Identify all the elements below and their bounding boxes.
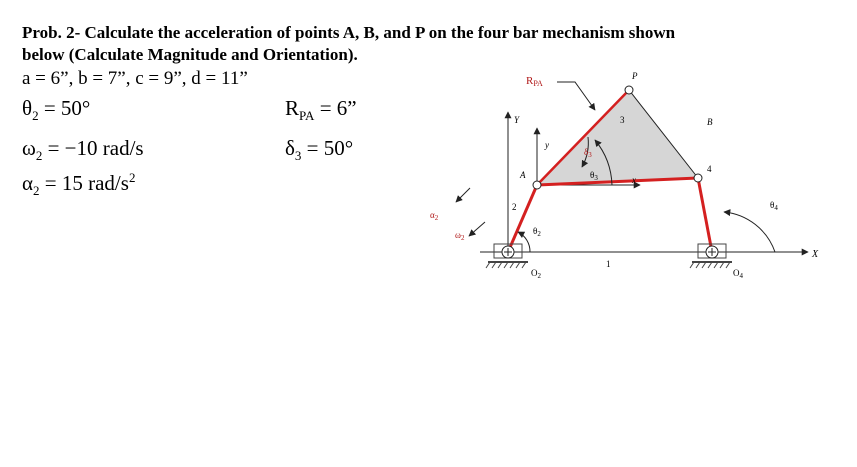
problem-title-line1: Prob. 2- Calculate the acceleration of points A, B, and P on the four bar mechanism shown xyxy=(22,23,676,42)
ground-pivot-o4 xyxy=(690,244,732,268)
omega2-value: = −10 rad/s xyxy=(42,136,144,160)
alpha2-arrow xyxy=(456,188,470,202)
omega2-arrow xyxy=(469,222,485,236)
alpha2-symbol: α xyxy=(22,171,34,195)
label-link4: 4 xyxy=(707,164,712,174)
label-x-axis: X xyxy=(812,249,819,260)
delta3-subscript: 3 xyxy=(294,148,302,164)
label-a: A xyxy=(520,170,526,180)
label-theta3: $\theta_3$ xyxy=(590,170,598,182)
label-p: P xyxy=(632,71,638,81)
alpha2-value: = 15 rad/s xyxy=(39,171,129,195)
problem-title-line2: below (Calculate Magnitude and Orientation). xyxy=(22,45,358,64)
label-theta2: $\theta_2$ xyxy=(533,226,541,238)
rpa-leader-arrow xyxy=(557,82,595,110)
label-link1: 1 xyxy=(606,259,611,269)
label-y-axis: Y xyxy=(514,115,520,125)
theta2-symbol: θ xyxy=(22,96,33,120)
theta2-subscript: 2 xyxy=(32,108,39,124)
label-rpa: RPA xyxy=(526,75,543,88)
ground-pivot-o2 xyxy=(486,244,528,268)
link-2 xyxy=(508,185,537,252)
pin-joint-b xyxy=(694,174,702,182)
label-delta3: $\delta_3$ xyxy=(584,147,592,159)
alpha2-subscript: 2 xyxy=(33,183,40,199)
label-omega2: $\omega_2$ xyxy=(455,230,465,242)
label-b: B xyxy=(707,117,713,127)
link-4 xyxy=(698,178,712,252)
rpa-subscript: PA xyxy=(299,108,315,124)
rpa-value: = 6” xyxy=(314,96,357,120)
label-x-local: x xyxy=(632,175,636,185)
omega2-symbol: ω xyxy=(22,136,36,160)
delta3-symbol: δ xyxy=(285,136,295,160)
label-alpha2: $\alpha_2$ xyxy=(430,210,439,222)
coupler-link-plate xyxy=(537,90,698,185)
label-link3: 3 xyxy=(620,115,625,125)
label-theta4: $\theta_4$ xyxy=(770,200,778,212)
label-o2: $O_2$ xyxy=(531,268,541,280)
alpha2-superscript: 2 xyxy=(128,170,136,185)
given-lengths: a = 6”, b = 7”, c = 9”, d = 11” xyxy=(22,68,248,89)
delta3-value: = 50° xyxy=(301,136,354,160)
omega2-subscript: 2 xyxy=(35,148,43,164)
pin-joint-a xyxy=(533,181,541,189)
pin-joint-p xyxy=(625,86,633,94)
label-link2: 2 xyxy=(512,202,517,212)
theta2-arc xyxy=(518,232,530,252)
theta4-arc xyxy=(724,212,775,252)
rpa-symbol: R xyxy=(285,96,300,120)
theta2-value: = 50° xyxy=(38,96,91,120)
label-o4: $O_4$ xyxy=(733,268,743,280)
label-y-local: y xyxy=(545,140,549,150)
